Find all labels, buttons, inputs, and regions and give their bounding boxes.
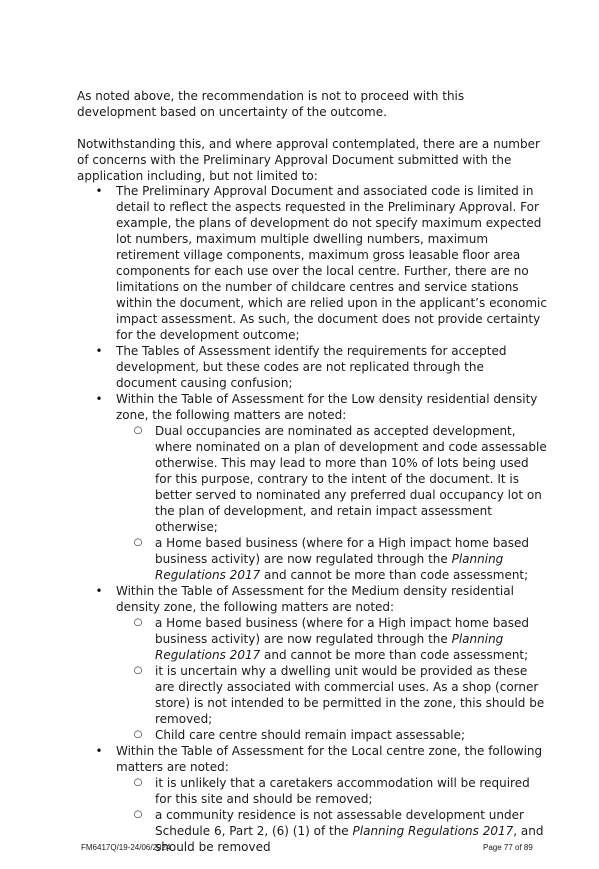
list-item-text: The Tables of Assessment identify the requirements for accepted development, but these codes are not replicated through the document causing confusion; — [116, 344, 507, 390]
bullet-marker: • — [95, 744, 103, 758]
sub-item-text: it is unlikely that a caretakers accommodation will be required for this site and should be removed; — [155, 776, 530, 806]
sub-list-item — [116, 535, 547, 583]
list-item — [0, 743, 547, 855]
list-item — [0, 343, 547, 391]
regulation-citation: Planning Regulations 2017 — [352, 824, 514, 838]
sub-list-item — [116, 727, 547, 743]
concerns-list — [0, 183, 599, 855]
sub-bullet-marker: ○ — [133, 617, 143, 628]
bullet-marker: • — [95, 392, 103, 406]
document-reference: FM6417Q/19-24/06/2024 — [81, 843, 171, 852]
sub-item-text: and cannot be more than code assessment; — [260, 648, 529, 662]
sub-bullet-marker: ○ — [133, 729, 143, 740]
sub-item-text: Dual occupancies are nominated as accepted development, where nominated on a plan of development and code assessable otherwise. This may lead to more than 10% of lots being used for this purpose, contrary to the intent of the document. It is better served to nominated any preferred dual occupancy lot on the plan of development, and retain impact assessment otherwise; — [155, 424, 547, 534]
bullet-marker: • — [95, 344, 103, 358]
list-item-text: Within the Table of Assessment for the Local centre zone, the following matters are noted: — [116, 744, 543, 774]
bullet-marker: • — [95, 584, 103, 598]
sub-list-item — [116, 663, 547, 727]
list-item-text: Within the Table of Assessment for the Low density residential density zone, the following matters are noted: — [116, 392, 538, 422]
sub-item-text: a Home based business (where for a High impact home based business activity) are now regulated through the — [155, 536, 529, 566]
concerns-paragraph: Notwithstanding this, and where approval contemplated, there are a number of concerns with the Preliminary Approval Document submitted with the application including, but not limited to: — [77, 137, 540, 183]
list-item — [0, 391, 547, 583]
sub-item-text: , and should be removed — [155, 824, 544, 854]
bullet-marker: • — [95, 184, 103, 198]
page-number: Page 77 of 89 — [483, 843, 533, 852]
list-item-text: Within the Table of Assessment for the Medium density residential density zone, the following matters are noted: — [116, 584, 514, 614]
intro-paragraph: As noted above, the recommendation is not to proceed with this development based on uncertainty of the outcome. — [77, 89, 465, 119]
sub-bullet-marker: ○ — [133, 665, 143, 676]
sub-item-text: it is uncertain why a dwelling unit would be provided as these are directly associated with commercial uses. As a shop (corner store) is not intended to be permitted in the zone, this should be removed; — [155, 664, 545, 726]
list-item — [0, 183, 547, 343]
sub-item-text: a community residence is not assessable development under Schedule 6, Part 2, (6) (1) of the — [155, 808, 524, 838]
sub-bullet-marker: ○ — [133, 537, 143, 548]
sub-list-item — [116, 615, 547, 663]
regulation-citation: Planning Regulations 2017 — [155, 632, 504, 662]
sub-bullet-marker: ○ — [133, 425, 143, 436]
sub-item-text: and cannot be more than code assessment; — [260, 568, 529, 582]
list-item-text: The Preliminary Approval Document and associated code is limited in detail to reflect the aspects requested in the Preliminary Approval. For example, the plans of development do not specify maximum expected lot numbers, maximum multiple dwelling numbers, maximum retirement village components, maximum gross leasable floor area components for each use over the local centre. Further, there are no limitations on the number of childcare centres and service stations within the document, which are relied upon in the applicant’s economic impact assessment. As such, the document does not provide certainty for the development outcome; — [116, 184, 547, 342]
sub-list-item — [116, 423, 547, 535]
sub-list — [116, 423, 547, 583]
sub-list — [116, 615, 547, 743]
sub-bullet-marker: ○ — [133, 777, 143, 788]
sub-list-item — [116, 775, 547, 807]
regulation-citation: Planning Regulations 2017 — [155, 552, 504, 582]
sub-item-text: a Home based business (where for a High impact home based business activity) are now regulated through the — [155, 616, 529, 646]
sub-bullet-marker: ○ — [133, 809, 143, 820]
sub-item-text: Child care centre should remain impact assessable; — [155, 728, 466, 742]
list-item — [0, 583, 547, 743]
